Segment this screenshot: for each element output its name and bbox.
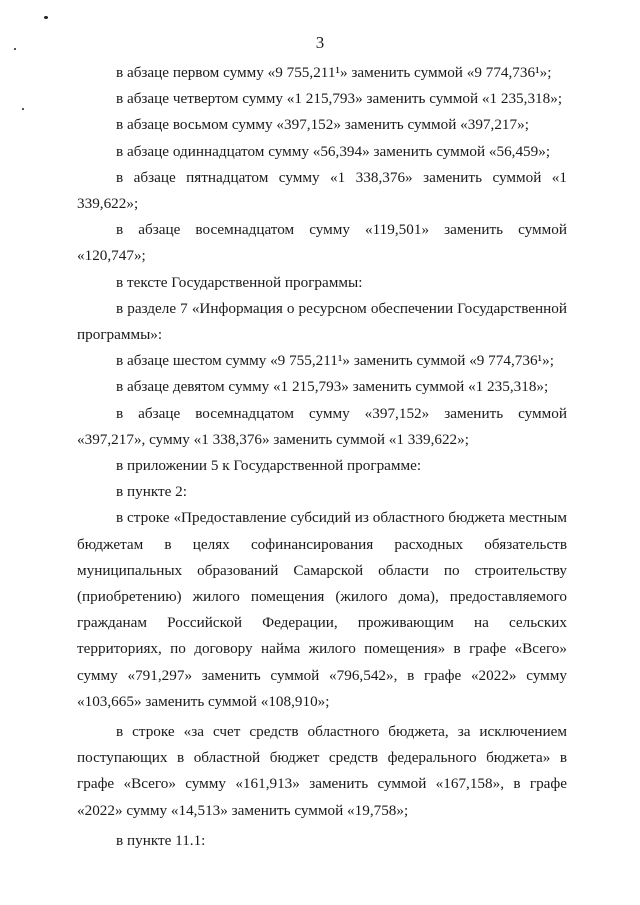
paragraph: в разделе 7 «Информация о ресурсном обеспечении Государственной программы»: <box>77 299 567 344</box>
paragraph: в абзаце восемнадцатом сумму «397,152» заменить суммой «397,217», сумму «1 338,376» заменить суммой «1 339,622»; <box>77 404 567 448</box>
paragraph: в абзаце шестом сумму «9 755,211¹» заменить суммой «9 774,736¹»; <box>116 352 554 370</box>
scan-speck <box>22 108 24 110</box>
paragraph: в абзаце одиннадцатом сумму «56,394» заменить суммой «56,459»; <box>116 142 551 160</box>
paragraph: в пункте 2: <box>116 483 187 501</box>
scan-speck <box>44 16 48 19</box>
paragraph: в абзаце девятом сумму «1 215,793» заменить суммой «1 235,318»; <box>116 378 549 396</box>
paragraph: в приложении 5 к Государственной программе: <box>116 457 422 475</box>
paragraph: в строке «Предоставление субсидий из областного бюджета местным бюджетам в целях софинансирования расходных обязательств муниципальных образований Самарской области по строительству (приобретению) жилого помещения (жилого дома), предоставляемого гражданам Российской Федерации, проживающим на сельских территориях, по договору найма жилого помещения» в графе «Всего» сумму «791,297» заменить суммой «796,542», в графе «2022» сумму «103,665» заменить суммой «108,910»; <box>77 509 567 710</box>
paragraph: в пункте 11.1: <box>116 831 206 849</box>
document-body <box>77 60 567 854</box>
paragraph: в абзаце пятнадцатом сумму «1 338,376» заменить суммой «1 339,622»; <box>77 168 567 213</box>
paragraph: в абзаце первом сумму «9 755,211¹» заменить суммой «9 774,736¹»; <box>116 64 552 81</box>
paragraph: в строке «за счет средств областного бюджета, за исключением поступающих в областной бюджет средств федерального бюджета» в графе «Всего» сумму «161,913» заменить суммой «167,158», в графе «2022» сумму «14,513» заменить суммой «19,758»; <box>77 723 567 819</box>
paragraph: в абзаце восемнадцатом сумму «119,501» заменить суммой «120,747»; <box>77 221 567 265</box>
paragraph: в абзаце четвертом сумму «1 215,793» заменить суммой «1 235,318»; <box>116 90 563 108</box>
paragraph: в тексте Государственной программы: <box>116 273 363 291</box>
page-number: 3 <box>315 33 325 52</box>
paragraph: в абзаце восьмом сумму «397,152» заменить суммой «397,217»; <box>116 116 529 134</box>
